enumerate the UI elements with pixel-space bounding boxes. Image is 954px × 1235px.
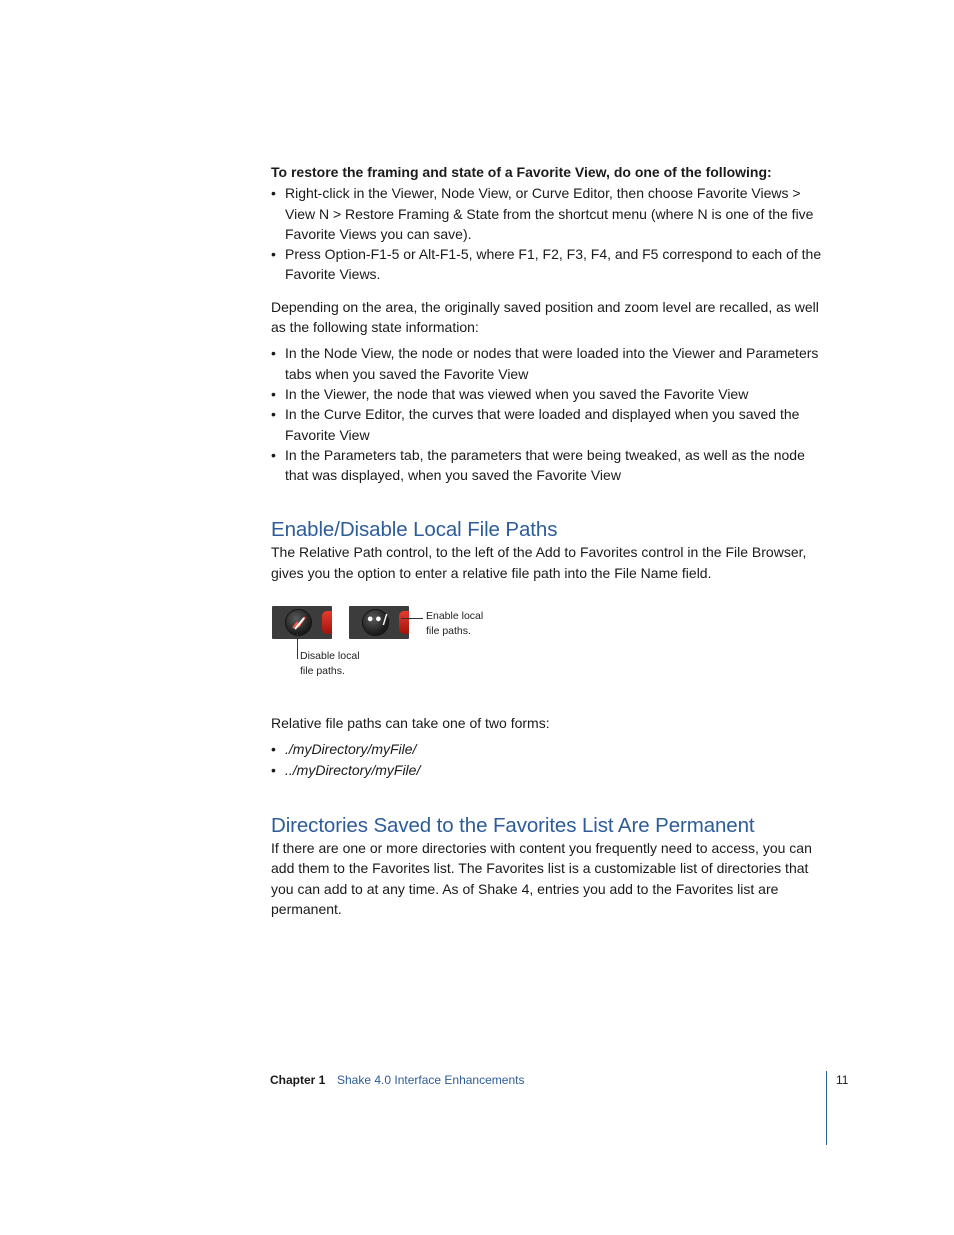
list-item: • Right-click in the Viewer, Node View, or Curve Editor, then choose Favorite Views > View N > Restore Framing & State from the shortcut menu (where N is one of the five Favorite Views you can save). — [271, 183, 827, 244]
red-cap-icon — [322, 611, 332, 634]
list-item: • ../myDirectory/myFile/ — [271, 760, 827, 780]
disable-callout: Disable local file paths. — [300, 650, 360, 678]
red-cap-icon — [399, 611, 409, 634]
forms-paragraph: Relative file paths can take one of two forms: — [271, 715, 550, 732]
callout-leader — [401, 618, 423, 619]
disable-local-paths-button[interactable] — [272, 606, 332, 639]
list-item: • In the Node View, the node or nodes that were loaded into the Viewer and Parameters tabs when you saved the Favorite View — [271, 343, 827, 384]
list-item: • In the Parameters tab, the parameters that were being tweaked, as well as the node that was displayed, when you saved the Favorite View — [271, 445, 827, 486]
relative-path-paragraph: The Relative Path control, to the left of the Add to Favorites control in the File Browser, gives you the option to enter a relative file path into the File Name field. — [271, 544, 807, 581]
list-item: • In the Viewer, the node that was viewed when you saved the Favorite View — [271, 384, 827, 404]
favorites-paragraph: If there are one or more directories with content you frequently need to access, you can add them to the Favorites list. The Favorites list is a customizable list of directories that you can add to at any time. As of Shake 4, entries you add to the Favorites list are permanent. — [271, 839, 812, 917]
chapter-title: Shake 4.0 Interface Enhancements — [337, 1073, 525, 1087]
section-heading-favorites: Directories Saved to the Favorites List Are Permanent — [271, 813, 755, 837]
enable-callout: Enable local file paths. — [426, 610, 484, 638]
list-item: • In the Curve Editor, the curves that were loaded and displayed when you saved the Favorite View — [271, 404, 827, 445]
chapter-label: Chapter 1 — [270, 1073, 326, 1087]
state-info-list — [271, 343, 827, 485]
page-number: 11 — [836, 1073, 849, 1087]
restore-steps-list — [271, 183, 827, 284]
enable-local-paths-button[interactable] — [349, 606, 409, 639]
dot-slash-icon: ••/ — [366, 613, 388, 629]
callout-leader — [297, 633, 298, 659]
section-heading-local-paths: Enable/Disable Local File Paths — [271, 518, 558, 542]
slash-icon — [289, 613, 309, 633]
footer-rule — [826, 1071, 827, 1145]
page-content — [271, 162, 827, 919]
list-item: • ./myDirectory/myFile/ — [271, 739, 827, 759]
relative-path-figure — [271, 603, 827, 713]
list-item: • Press Option-F1-5 or Alt-F1-5, where F1, F2, F3, F4, and F5 correspond to each of the Favorite Views. — [271, 244, 827, 285]
forms-list — [271, 739, 827, 780]
procedure-lead: To restore the framing and state of a Favorite View, do one of the following: — [271, 164, 772, 180]
state-info-paragraph: Depending on the area, the originally saved position and zoom level are recalled, as well as the following state information: — [271, 298, 819, 336]
